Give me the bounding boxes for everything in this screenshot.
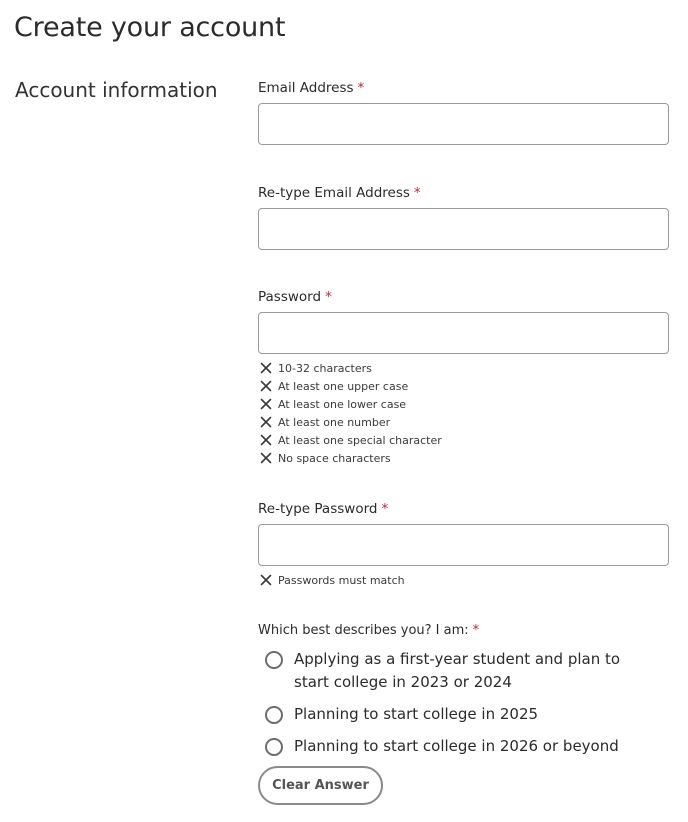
required-mark: * [357, 80, 365, 96]
password-label-text: Password [258, 289, 322, 305]
radio-button[interactable] [265, 738, 283, 756]
x-icon [260, 362, 272, 374]
radio-option-label: Planning to start college in 2025 [294, 705, 539, 723]
radio-option-2026[interactable] [265, 737, 644, 758]
password-rule-text: At least one lower case [278, 397, 407, 411]
email-label [258, 80, 364, 96]
password-rule-text: No space characters [278, 451, 391, 465]
password-rule [260, 431, 442, 449]
x-icon [260, 574, 272, 586]
required-mark: * [381, 501, 389, 517]
email-confirm-field[interactable] [258, 208, 669, 250]
password-match-rule [260, 571, 405, 589]
email-field[interactable] [258, 103, 669, 145]
password-rule-text: At least one number [278, 415, 391, 429]
required-mark: * [325, 289, 332, 305]
password-match-rule-text: Passwords must match [278, 573, 405, 587]
password-match-rules-list [260, 571, 405, 589]
radio-option-label: Applying as a first-year student and plan to start college in 2023 or 2024 [294, 650, 621, 691]
page-title: Create your account [14, 12, 286, 43]
x-icon [260, 434, 272, 446]
password-rule [260, 449, 442, 467]
radio-option-first-year[interactable] [265, 650, 644, 694]
radio-option-label: Planning to start college in 2026 or beyond [294, 737, 619, 755]
password-rule [260, 377, 442, 395]
radio-button[interactable] [265, 651, 283, 669]
password-confirm-field[interactable] [258, 524, 669, 566]
x-icon [260, 380, 272, 392]
required-mark: * [413, 185, 421, 201]
email-confirm-label-text: Re-type Email Address [258, 185, 410, 201]
email-confirm-label [258, 185, 421, 201]
required-mark: * [472, 623, 480, 638]
x-icon [260, 452, 272, 464]
password-rule [260, 395, 442, 413]
clear-answer-button[interactable]: Clear Answer [258, 766, 383, 805]
section-title: Account information [15, 78, 218, 102]
password-rule-text: At least one upper case [278, 379, 409, 393]
x-icon [260, 398, 272, 410]
email-label-text: Email Address [258, 80, 354, 96]
x-icon [260, 416, 272, 428]
radio-option-2025[interactable] [265, 705, 644, 726]
password-label [258, 289, 332, 305]
radio-button[interactable] [265, 706, 283, 724]
password-rule-text: At least one special character [278, 433, 442, 447]
password-rule-text: 10-32 characters [278, 361, 372, 375]
password-rule [260, 413, 442, 431]
password-confirm-label-text: Re-type Password [258, 501, 378, 517]
password-field[interactable] [258, 312, 669, 354]
password-rule [260, 359, 442, 377]
question-label [258, 623, 479, 638]
password-rules-list [260, 359, 442, 467]
question-label-text: Which best describes you? I am: [258, 623, 469, 638]
password-confirm-label [258, 501, 388, 517]
